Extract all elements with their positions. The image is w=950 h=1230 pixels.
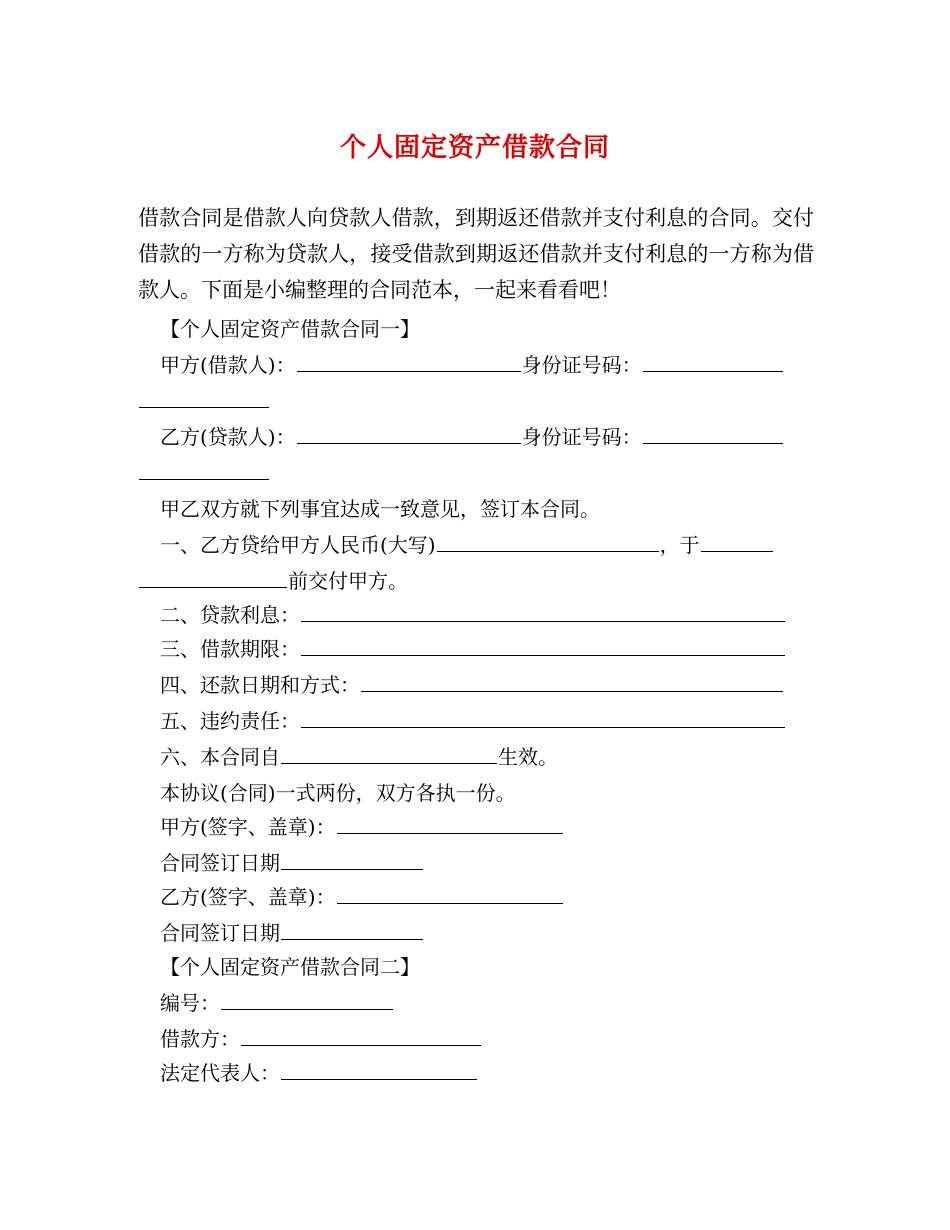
party-b-id-blank[interactable] <box>643 421 783 444</box>
item6-line <box>160 740 558 774</box>
sign-a-line <box>160 810 564 844</box>
contract1-heading: 【个人固定资产借款合同一】 <box>160 317 420 341</box>
delivery-date-blank-continued[interactable] <box>139 565 287 588</box>
item1-line <box>160 528 774 562</box>
item1-continuation <box>138 564 408 598</box>
party-b-id-blank-continued[interactable] <box>139 457 269 480</box>
party-a-id-blank-continued[interactable] <box>139 385 269 408</box>
item4-line <box>160 668 784 702</box>
party-b-id-label: 身份证号码： <box>521 425 642 449</box>
item1-suffix: 前交付甲方。 <box>288 569 408 593</box>
party-a-name-blank[interactable] <box>297 349 521 372</box>
legal-rep-line <box>160 1056 478 1090</box>
number-blank[interactable] <box>221 987 393 1010</box>
borrower-label: 借款方： <box>160 1027 240 1051</box>
party-b-id-continuation <box>138 456 270 490</box>
liability-blank[interactable] <box>301 705 785 728</box>
party-b-label: 乙方(贷款人)： <box>160 425 296 449</box>
sign-b-blank[interactable] <box>337 881 563 904</box>
sign-b-line <box>160 880 564 914</box>
effective-date-blank[interactable] <box>281 741 497 764</box>
sign-date-b-label: 合同签订日期 <box>160 921 280 945</box>
item2-line <box>160 598 786 632</box>
item3-line <box>160 632 786 666</box>
legal-rep-blank[interactable] <box>281 1057 477 1080</box>
sign-date-b-line <box>160 916 424 950</box>
item1-prefix: 一、乙方贷给甲方人民币(大写) <box>160 533 436 557</box>
item4-label: 四、还款日期和方式： <box>160 673 360 697</box>
borrower-line <box>160 1022 482 1056</box>
party-a-id-label: 身份证号码： <box>521 353 642 377</box>
sign-date-a-label: 合同签订日期 <box>160 851 280 875</box>
sign-date-a-line <box>160 846 424 880</box>
party-b-line <box>160 420 784 454</box>
party-a-line <box>160 348 784 382</box>
party-a-id-blank[interactable] <box>643 349 783 372</box>
sign-b-label: 乙方(签字、盖章)： <box>160 885 336 909</box>
number-label: 编号： <box>160 991 220 1015</box>
legal-rep-label: 法定代表人： <box>160 1061 280 1085</box>
intro-paragraph <box>138 200 814 308</box>
interest-blank[interactable] <box>301 599 785 622</box>
repayment-blank[interactable] <box>361 669 783 692</box>
sign-date-a-blank[interactable] <box>281 847 423 870</box>
party-b-name-blank[interactable] <box>297 421 521 444</box>
item6-suffix: 生效。 <box>498 745 558 769</box>
sign-a-blank[interactable] <box>337 811 563 834</box>
party-a-label: 甲方(借款人)： <box>160 353 296 377</box>
document-title: 个人固定资产借款合同 <box>339 133 610 163</box>
item6-prefix: 六、本合同自 <box>160 745 280 769</box>
number-line <box>160 986 394 1020</box>
agreement-line: 甲乙双方就下列事宜达成一致意见，签订本合同。 <box>160 497 600 521</box>
intro-text: 借款合同是借款人向贷款人借款，到期返还借款并支付利息的合同。交付借款的一方称为贷款人，接受借款到期返还借款并支付利息的一方称为借款人。下面是小编整理的合同范本，一起来看看吧！ <box>138 206 814 302</box>
item5-line <box>160 704 786 738</box>
copies-line: 本协议(合同)一式两份，双方各执一份。 <box>160 781 516 805</box>
item1-mid: ，于 <box>659 533 700 557</box>
item5-label: 五、违约责任： <box>160 709 300 733</box>
borrower-blank[interactable] <box>241 1023 481 1046</box>
contract2-heading: 【个人固定资产借款合同二】 <box>160 955 420 979</box>
sign-date-b-blank[interactable] <box>281 917 423 940</box>
party-a-id-continuation <box>138 384 270 418</box>
delivery-date-blank[interactable] <box>701 529 773 552</box>
term-blank[interactable] <box>301 633 785 656</box>
item2-label: 二、贷款利息： <box>160 603 300 627</box>
sign-a-label: 甲方(签字、盖章)： <box>160 815 336 839</box>
loan-amount-blank[interactable] <box>437 529 659 552</box>
item3-label: 三、借款期限： <box>160 637 300 661</box>
